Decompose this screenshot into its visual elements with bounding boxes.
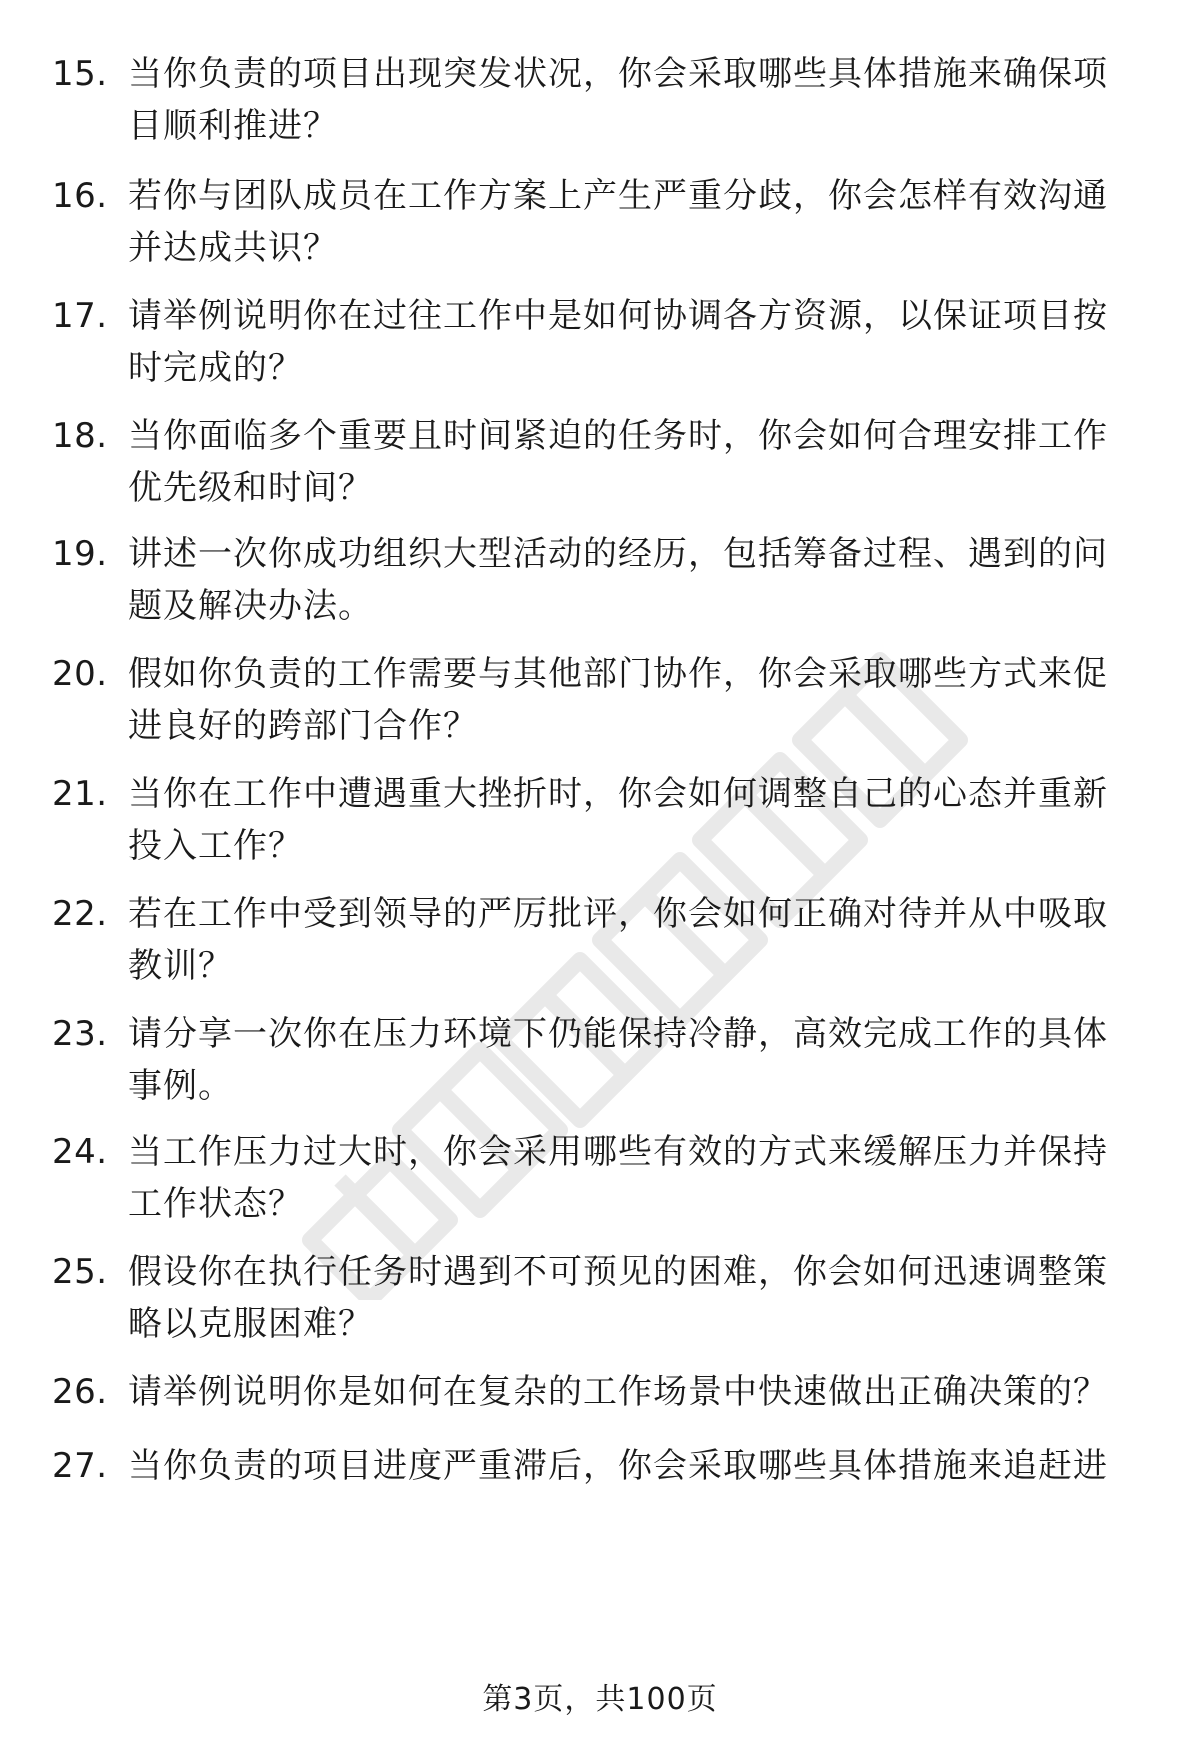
question-text: 请分享一次你在压力环境下仍能保持冷静，高效完成工作的具体事例。 [128, 1014, 1108, 1106]
question-item [0, 1440, 1200, 1560]
question-text: 当你在工作中遭遇重大挫折时，你会如何调整自己的心态并重新投入工作？ [128, 774, 1108, 866]
question-number: 20. [52, 654, 108, 694]
question-number: 22. [52, 894, 108, 934]
question-number: 19. [52, 534, 108, 574]
question-text: 当你负责的项目进度严重滞后，你会采取哪些具体措施来追赶进 [128, 1446, 1108, 1486]
question-text: 假设你在执行任务时遇到不可预见的困难，你会如何迅速调整策略以克服困难？ [128, 1252, 1108, 1344]
question-item [0, 528, 1200, 648]
question-number: 23. [52, 1014, 108, 1054]
question-item [0, 648, 1200, 768]
question-text: 当你面临多个重要且时间紧迫的任务时，你会如何合理安排工作优先级和时间？ [128, 416, 1108, 508]
question-text: 当工作压力过大时，你会采用哪些有效的方式来缓解压力并保持工作状态？ [128, 1132, 1108, 1224]
question-number: 18. [52, 416, 108, 456]
question-text: 当你负责的项目出现突发状况，你会采取哪些具体措施来确保项目顺利推进？ [128, 54, 1108, 146]
page-number-footer: 第3页，共100页 [482, 1682, 718, 1717]
question-text: 若你与团队成员在工作方案上产生严重分歧，你会怎样有效沟通并达成共识？ [128, 176, 1108, 268]
question-item [0, 768, 1200, 888]
question-number: 27. [52, 1446, 108, 1486]
question-number: 24. [52, 1132, 108, 1172]
question-item [0, 48, 1200, 168]
question-item [0, 1246, 1200, 1366]
question-number: 21. [52, 774, 108, 814]
question-number: 16. [52, 176, 108, 216]
question-text: 假如你负责的工作需要与其他部门协作，你会采取哪些方式来促进良好的跨部门合作？ [128, 654, 1108, 746]
question-item [0, 888, 1200, 1008]
question-text: 讲述一次你成功组织大型活动的经历，包括筹备过程、遇到的问题及解决办法。 [128, 534, 1108, 626]
question-number: 25. [52, 1252, 108, 1292]
question-text: 请举例说明你在过往工作中是如何协调各方资源，以保证项目按时完成的？ [128, 296, 1108, 388]
question-text: 请举例说明你是如何在复杂的工作场景中快速做出正确决策的？ [128, 1372, 1108, 1412]
question-item [0, 1126, 1200, 1246]
question-text: 若在工作中受到领导的严厉批评，你会如何正确对待并从中吸取教训？ [128, 894, 1108, 986]
question-number: 26. [52, 1372, 108, 1412]
question-item [0, 410, 1200, 530]
question-number: 15. [52, 54, 108, 94]
question-number: 17. [52, 296, 108, 336]
question-item [0, 290, 1200, 410]
question-item [0, 170, 1200, 290]
question-item [0, 1008, 1200, 1128]
